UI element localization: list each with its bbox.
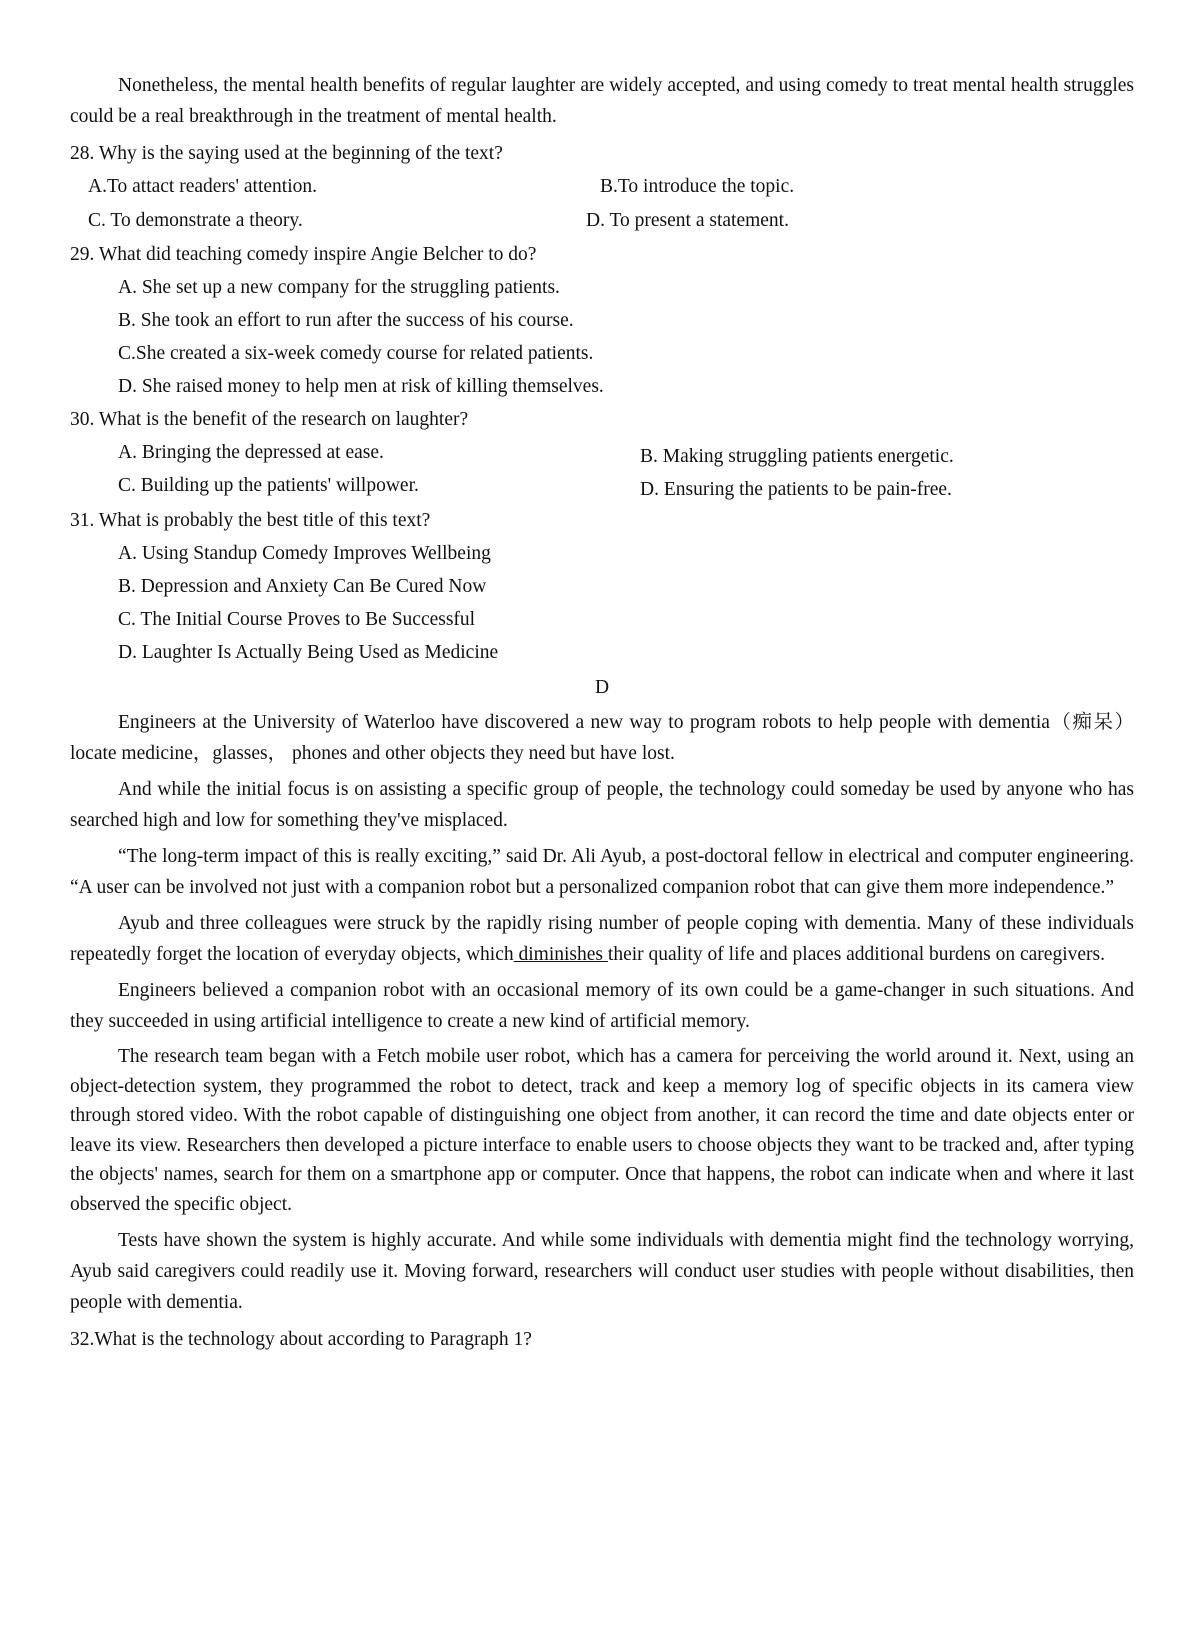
q29-option-b: B. She took an effort to run after the success of his course.: [118, 310, 574, 331]
q28-options-row-2: [70, 204, 1134, 238]
passage-d-paragraph-3: “The long-term impact of this is really exciting,” said Dr. Ali Ayub, a post-doctoral fellow in electrical and computer engineering. “A user can be involved not just with a companion robot but a personalized companion robot that can give them more independence.”: [70, 846, 1134, 898]
question-28: 28. Why is the saying used at the beginning of the text?: [70, 143, 503, 164]
passage-d-paragraph-7: Tests have shown the system is highly accurate. And while some individuals with dementia might find the technology worrying, Ayub said caregivers could readily use it. Moving forward, researchers will conduct user studies with people without disabilities, then people with dementia.: [70, 1229, 1134, 1313]
passage-d-paragraph-1: Engineers at the University of Waterloo have discovered a new way to program robots to help people with dementia（痴呆）locate medicine，glasses， phones and other objects they need but have lost.: [70, 712, 1134, 764]
q30-option-c: C. Building up the patients' willpower.: [118, 475, 419, 496]
q29-option-a: A. She set up a new company for the struggling patients.: [118, 277, 560, 298]
q31-option-a: A. Using Standup Comedy Improves Wellbeing: [118, 543, 491, 564]
q30-options: [70, 436, 1134, 504]
q29-option-d: D. She raised money to help men at risk of killing themselves.: [118, 376, 604, 397]
q28-option-a: A.To attact readers' attention.: [88, 176, 318, 197]
question-32: 32.What is the technology about according to Paragraph 1?: [70, 1328, 532, 1350]
question-31: 31. What is probably the best title of this text?: [70, 510, 431, 531]
q28-options-row-1: [70, 170, 1134, 204]
q31-option-d: D. Laughter Is Actually Being Used as Medicine: [118, 642, 499, 663]
passage-d-paragraph-4: [70, 908, 1134, 970]
q29-option-c: C.She created a six-week comedy course for related patients.: [118, 343, 594, 364]
question-29: 29. What did teaching comedy inspire Angie Belcher to do?: [70, 244, 537, 265]
q30-option-d: D. Ensuring the patients to be pain-free.: [640, 479, 952, 500]
p4-text-after: their quality of life and places additional burdens on caregivers.: [607, 944, 1105, 965]
underlined-word-diminishes: diminishes: [513, 944, 608, 965]
q28-option-d: D. To present a statement.: [586, 210, 789, 231]
question-30: 30. What is the benefit of the research on laughter?: [70, 409, 469, 430]
passage-d-paragraph-5: Engineers believed a companion robot with an occasional memory of its own could be a game-changer in such situations. And they succeeded in using artificial intelligence to create a new kind of artificial memory.: [70, 980, 1134, 1032]
q30-option-b: B. Making struggling patients energetic.: [640, 446, 954, 467]
q28-option-c: C. To demonstrate a theory.: [88, 210, 303, 231]
q28-option-b: B.To introduce the topic.: [600, 176, 795, 197]
p4-text-before: Ayub and three colleagues were struck by the rapidly rising number of people coping with dementia. Many of these individuals repeatedly forget the location of everyday objects, which: [70, 913, 1134, 965]
intro-paragraph: Nonetheless, the mental health benefits of regular laughter are widely accepted, and using comedy to treat mental health struggles could be a real breakthrough in the treatment of mental health.: [70, 75, 1134, 127]
q31-option-c: C. The Initial Course Proves to Be Successful: [118, 609, 476, 630]
passage-d-paragraph-2: And while the initial focus is on assisting a specific group of people, the technology could someday be used by anyone who has searched high and low for something they've misplaced.: [70, 779, 1134, 831]
section-heading-d: D: [594, 677, 610, 698]
exam-page: [70, 70, 1134, 1356]
q30-option-a: A. Bringing the depressed at ease.: [118, 442, 384, 463]
passage-d-paragraph-6: The research team began with a Fetch mobile user robot, which has a camera for perceiving the world around it. Next, using an object-detection system, they programmed the robot to detect, track and keep a memory log of specific objects in its camera view through stored video. With the robot capable of distinguishing one object from another, it can record the time and date objects enter or leave its view. Researchers then developed a picture interface to enable users to choose objects they want to be tracked and, after typing the objects' names, search for them on a smartphone app or computer. Once that happens, the robot can indicate when and where it last observed the specific object.: [70, 1046, 1134, 1215]
q31-option-b: B. Depression and Anxiety Can Be Cured Now: [118, 576, 487, 597]
